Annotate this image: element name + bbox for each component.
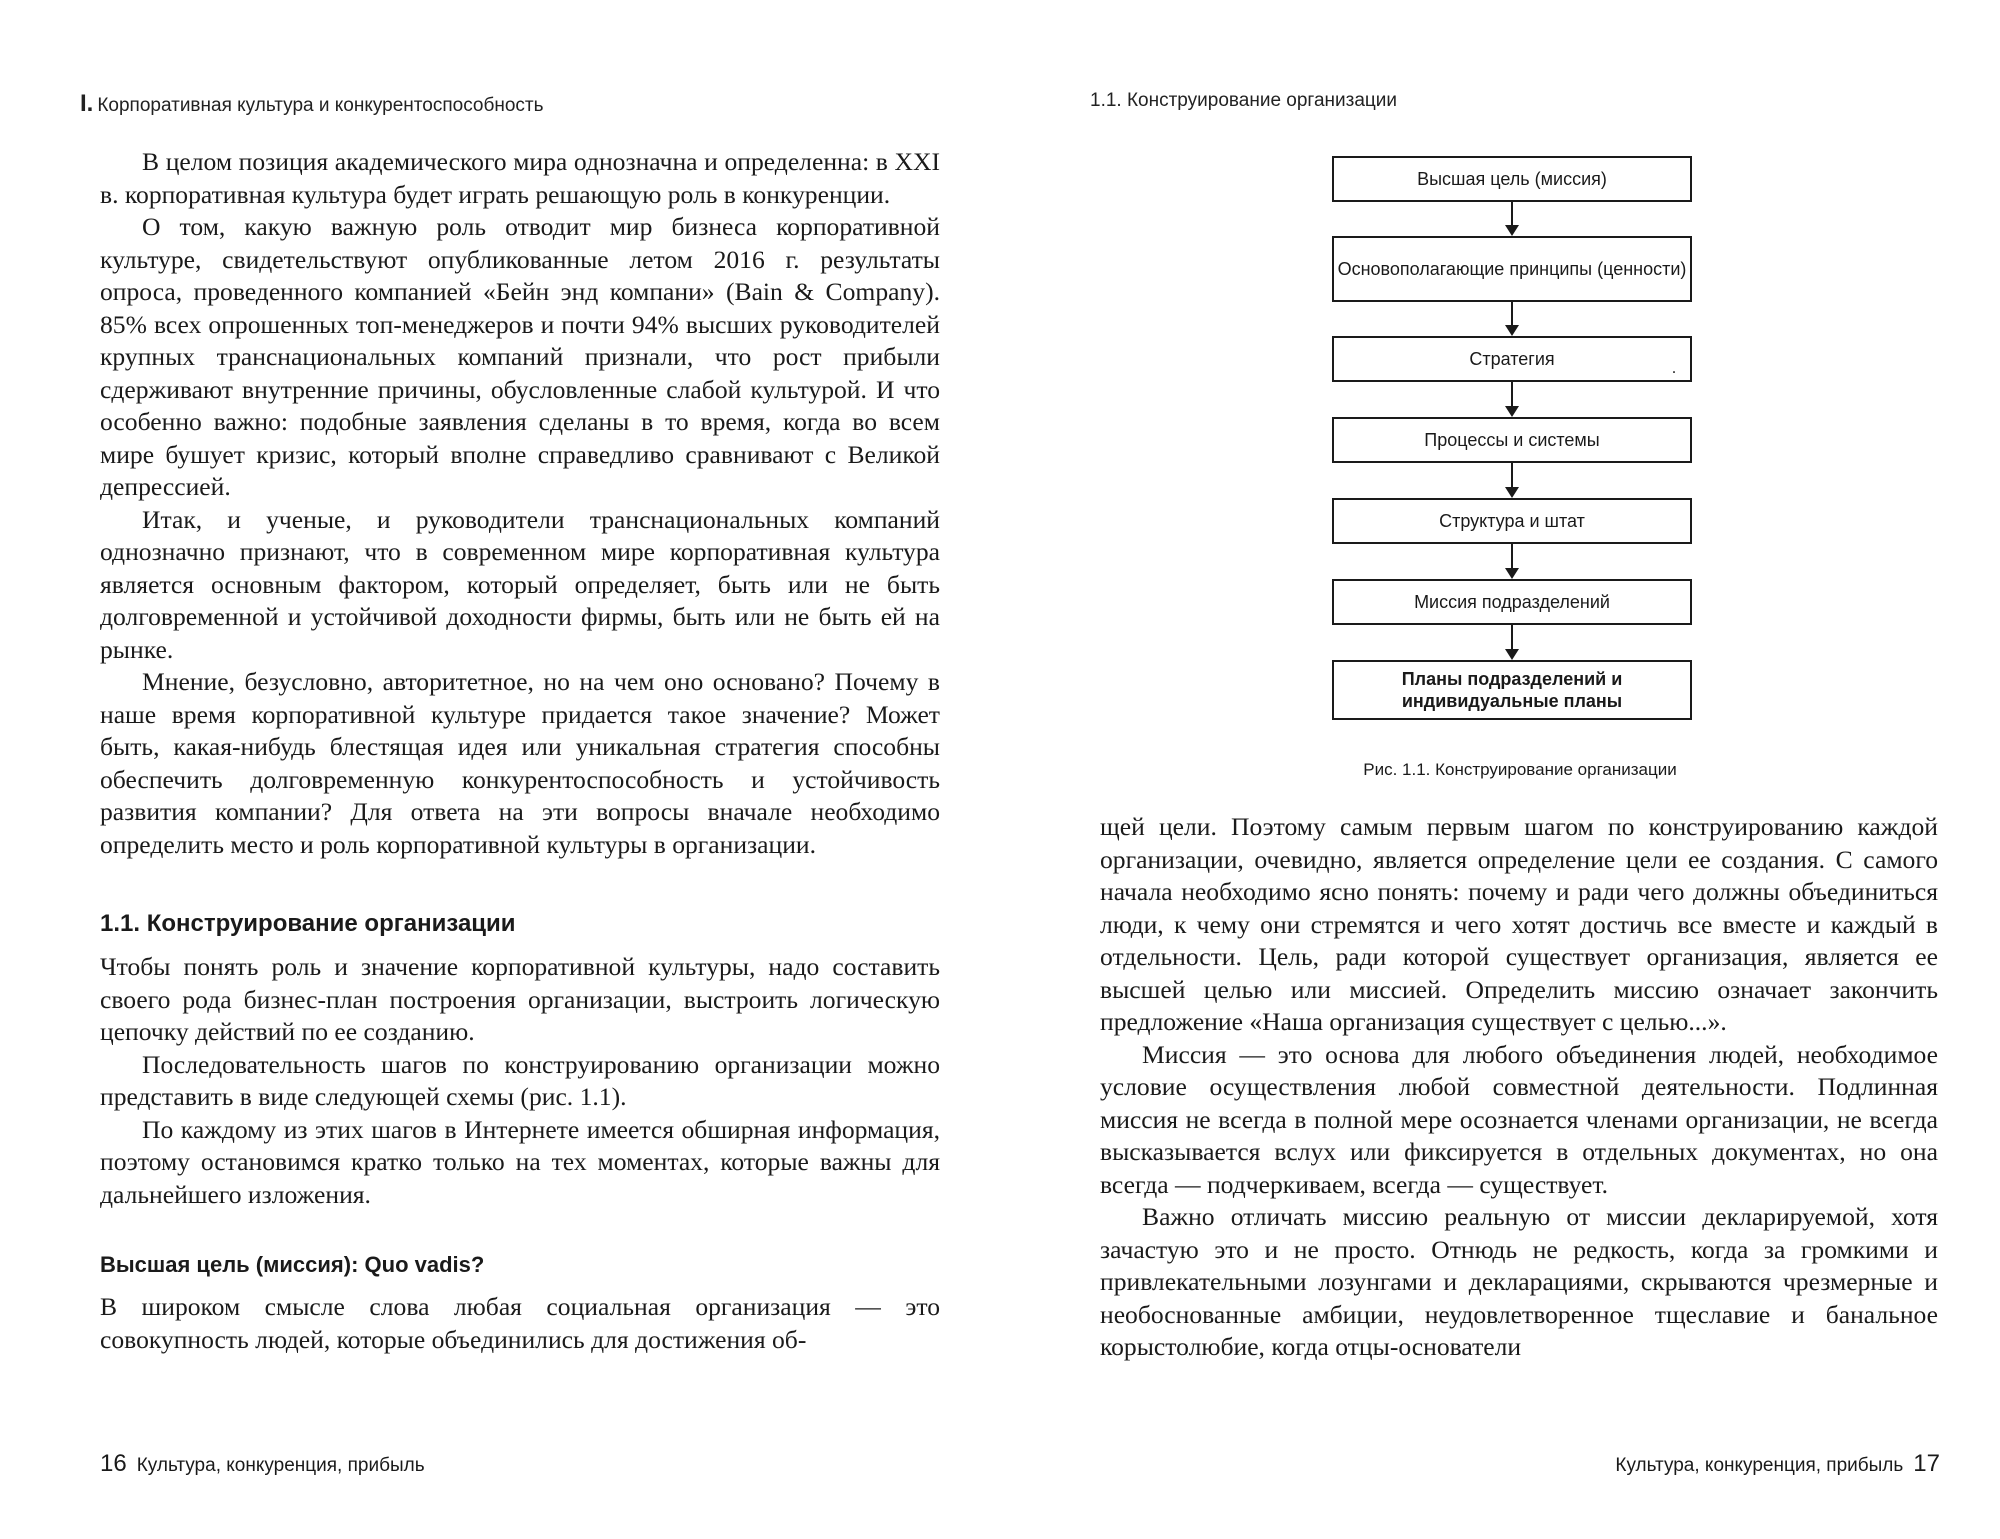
flow-box-strategy: Стратегия <box>1332 336 1692 382</box>
figure-1-1 <box>1100 146 1940 796</box>
left-running-head <box>80 90 544 118</box>
paragraph: Последовательность шагов по конструированию организации можно представить в виде следующей схемы (рис. 1.1). <box>100 1049 940 1111</box>
paragraph: Итак, и ученые, и руководители транснациональных компаний однозначно признают, что в современном мире корпоративная культура является основным фактором, который определяет, быть или не быть долговременной и устойчивой доходности фирмы, быть или не быть ей на рынке. <box>100 504 940 664</box>
paragraph: щей цели. Поэтому самым первым шагом по конструированию каждой организации, очевидно, является определение цели ее создания. С самого начала необходимо ясно понять: почему и ради чего должны объединиться люди, к чему они стремятся и чего хотят достичь все вместе и каждый в отдельности. Цель, ради которой существует организация, является ее высшей целью или миссией. Определить миссию означает закончить предложение «Наша организация существует с целью...». <box>1100 812 1938 1036</box>
flow-arrow <box>1511 463 1513 487</box>
flow-arrow <box>1511 625 1513 649</box>
paragraph: Мнение, безусловно, авторитетное, но на чем оно основано? Почему в наше время корпоративной культуре придается такое значение? Может быть, какая-нибудь блестящая идея или уникальная стратегия способны обеспечить долговременную конкурентоспособность и устойчивость развития компании? Для ответа на эти вопросы вначале необходимо определить место и роль корпоративной культуры в организации. <box>100 667 940 859</box>
left-folio <box>100 1450 425 1478</box>
right-running-head <box>1090 90 1397 112</box>
flow-box-principles: Основополагающие принципы (ценности) <box>1332 236 1692 302</box>
arrowhead <box>1505 225 1519 236</box>
right-folio <box>1615 1450 1940 1478</box>
paragraph: В целом позиция академического мира однозначна и определенна: в XXI в. корпоративная культура будет играть решающую роль в конкуренции. <box>100 147 940 209</box>
flow-arrow <box>1511 302 1513 325</box>
arrowhead <box>1505 325 1519 336</box>
book-title: Культура, конкуренция, прибыль <box>136 1455 425 1476</box>
stray-mark: . <box>1672 360 1676 377</box>
chapter-title: Корпоративная культура и конкурентоспособность <box>97 95 544 116</box>
flow-box-plans: Планы подразделений и индивидуальные планы <box>1332 660 1692 720</box>
page-number: 17 <box>1913 1450 1940 1477</box>
flow-box-structure: Структура и штат <box>1332 498 1692 544</box>
section-heading: 1.1. Конструирование организации <box>100 910 516 937</box>
left-page-body <box>100 146 940 1356</box>
flow-box-mission: Высшая цель (миссия) <box>1332 156 1692 202</box>
arrowhead <box>1505 568 1519 579</box>
chapter-marker: I. <box>80 90 94 117</box>
flow-box-processes: Процессы и системы <box>1332 417 1692 463</box>
arrowhead <box>1505 649 1519 660</box>
flow-arrow <box>1511 202 1513 225</box>
flow-arrow <box>1511 544 1513 568</box>
flow-arrow <box>1511 382 1513 406</box>
page-number: 16 <box>100 1450 127 1477</box>
paragraph: По каждому из этих шагов в Интернете имеется обширная информация, поэтому остановимся кратко только на тех моментах, которые важны для дальнейшего изложения. <box>100 1114 940 1209</box>
arrowhead <box>1505 487 1519 498</box>
subheading: Высшая цель (миссия): Quo vadis? <box>100 1252 485 1277</box>
figure-caption: Рис. 1.1. Конструирование организации <box>1363 760 1677 779</box>
paragraph: Миссия — это основа для любого объединения людей, необходимое условие осуществления любой совместной деятельности. Подлинная миссия не всегда в полной мере осознается членами организации, не всегда высказывается вслух или фиксируется в отдельных документах, но она всегда — подчеркиваем, всегда — существует. <box>1100 1039 1938 1199</box>
right-page-body <box>1100 811 1938 1364</box>
section-title: 1.1. Конструирование организации <box>1090 90 1398 111</box>
paragraph: В широком смысле слова любая социальная организация — это совокупность людей, которые объединились для достижения об- <box>100 1292 940 1354</box>
paragraph: Важно отличать миссию реальную от миссии декларируемой, хотя зачастую это и не просто. Отнюдь не редкость, когда за громкими и привлекательными лозунгами и декларациями, скрываются чрезмерные и необоснованные амбиции, неудовлетворенное тщеславие и банальное корыстолюбие, когда отцы-основатели <box>1100 1202 1938 1361</box>
paragraph: Чтобы понять роль и значение корпоративной культуры, надо составить своего рода бизнес-план построения организации, выстроить логическую цепочку действий по ее созданию. <box>100 952 940 1046</box>
flow-box-division-mission: Миссия подразделений <box>1332 579 1692 625</box>
book-title: Культура, конкуренция, прибыль <box>1615 1455 1904 1476</box>
arrowhead <box>1505 406 1519 417</box>
paragraph: О том, какую важную роль отводит мир бизнеса корпоративной культуре, свидетельствуют опубликованные летом 2016 г. результаты опроса, проведенного компанией «Бейн энд компани» (Bain & Company). 85% всех опрошенных топ-менеджеров и почти 94% высших руководителей крупных транснациональных компаний признали, что рост прибыли сдерживают внутренние причины, обусловленные слабой культурой. И что особенно важно: подобные заявления сделаны в то время, когда во всем мире бушует кризис, который вполне справедливо сравнивают с Великой депрессией. <box>100 212 940 501</box>
